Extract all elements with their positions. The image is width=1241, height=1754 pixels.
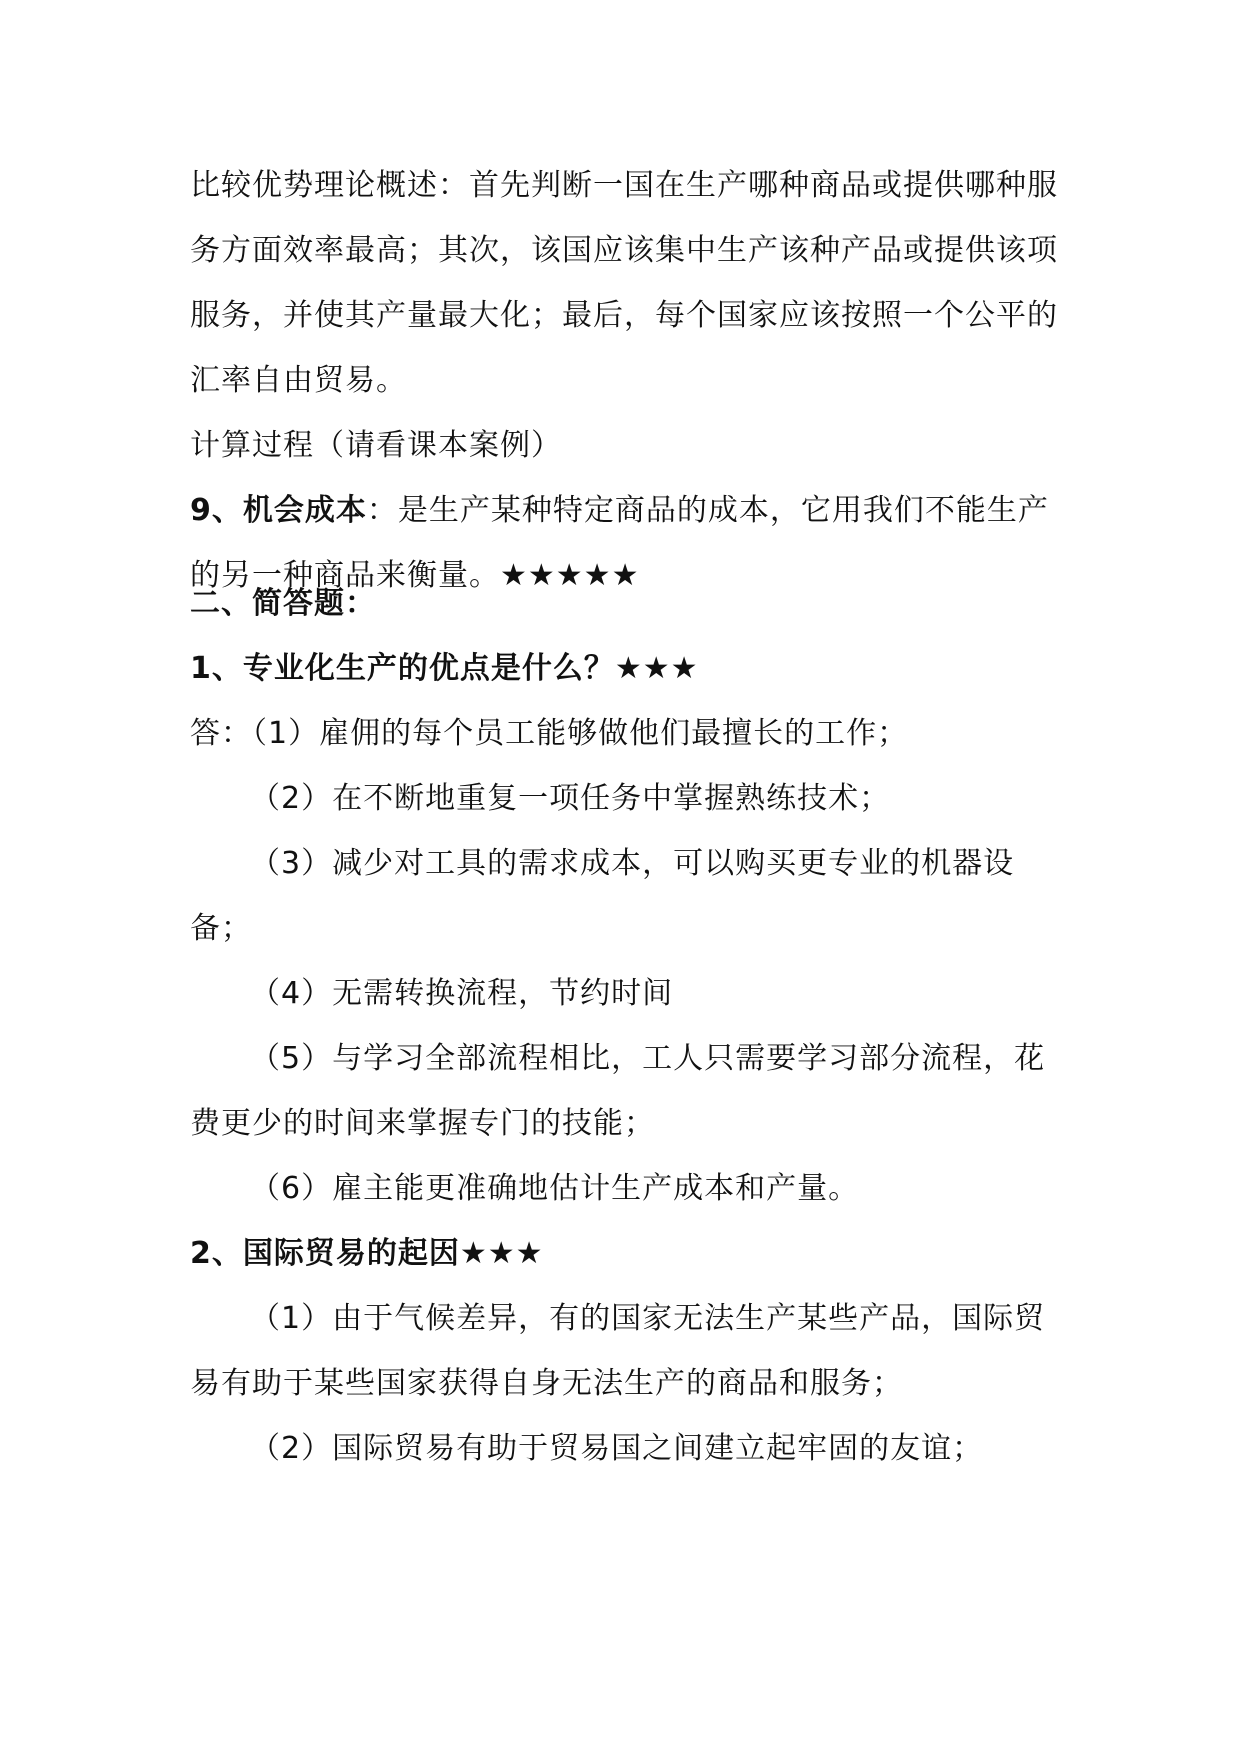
opportunity-cost-term: 9、机会成本 bbox=[190, 493, 367, 528]
question-1-answer-intro: 答：（1）雇佣的每个员工能够做他们最擅长的工作； bbox=[190, 716, 909, 751]
question-1-title: 1、专业化生产的优点是什么？★★★ bbox=[190, 651, 699, 686]
question-2-point: （2）国际贸易有助于贸易国之间建立起牢固的友谊； bbox=[250, 1431, 984, 1466]
question-1-point: （3）减少对工具的需求成本，可以购买更专业的机器设备； bbox=[190, 846, 1015, 946]
section-heading: 二、简答题： bbox=[190, 586, 376, 621]
short-answer-section bbox=[190, 571, 1070, 1481]
question-1-point: （6）雇主能更准确地估计生产成本和产量。 bbox=[250, 1171, 860, 1206]
comparative-advantage-summary: 比较优势理论概述：首先判断一国在生产哪种商品或提供哪种服务方面效率最高；其次，该国应该集中生产该种产品或提供该项服务，并使其产量最大化；最后，每个国家应该按照一个公平的汇率自由贸易。 bbox=[190, 168, 1058, 398]
calculation-process-note: 计算过程（请看课本案例） bbox=[190, 428, 562, 463]
question-2-title: 2、国际贸易的起因★★★ bbox=[190, 1236, 544, 1271]
opportunity-cost-definition: ：是生产某种特定商品的成本，它用我们不能生产的另一种商品来衡量。★★★★★ bbox=[190, 493, 1049, 593]
comparative-advantage-block bbox=[190, 153, 1070, 608]
question-1-point: （2）在不断地重复一项任务中掌握熟练技术； bbox=[250, 781, 891, 816]
question-2-point: （1）由于气候差异，有的国家无法生产某些产品，国际贸易有助于某些国家获得自身无法生产的商品和服务； bbox=[190, 1301, 1046, 1401]
question-1-point: （5）与学习全部流程相比，工人只需要学习部分流程，花费更少的时间来掌握专门的技能； bbox=[190, 1041, 1046, 1141]
question-1-point: （4）无需转换流程，节约时间 bbox=[250, 976, 674, 1011]
